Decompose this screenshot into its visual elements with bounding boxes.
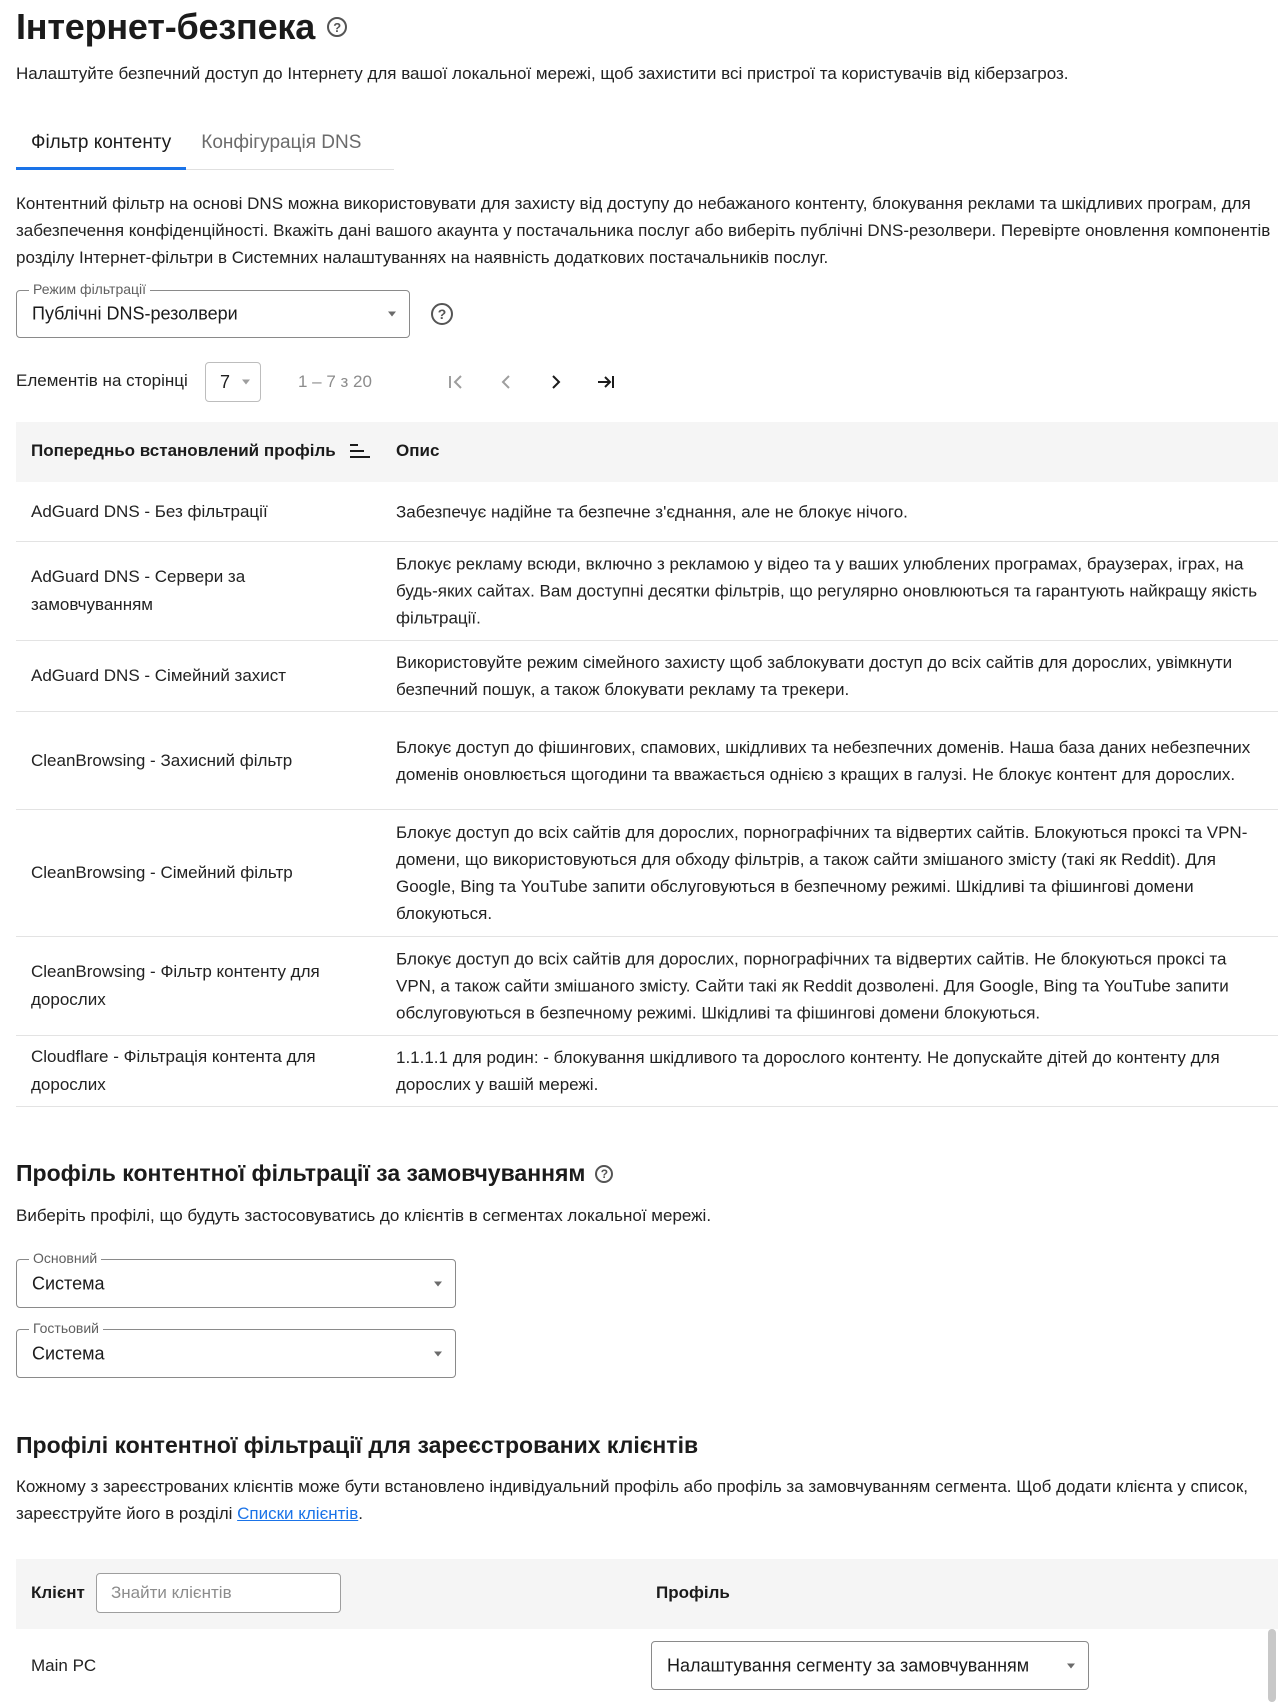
table-header [16,422,1278,482]
table-header [16,1559,1278,1629]
client-profiles-table [16,1559,1278,1702]
content-filter-intro: Контентний фільтр на основі DNS можна використовувати для захисту від доступу до небажаного контенту, блокування реклами та шкідливих програм, для забезпечення конфіденційності. Вкажіть дані вашого акаунта у постачальника послуг або виберіть публічні DNS-резолвери. Перевірте оновлення компонентів розділу Інтернет-фільтри в Системних налаштуваннях на наявність додаткових постачальників послуг. [16,194,1271,267]
filter-mode-label: Режим фільтрації [29,281,150,297]
column-header-client: Клієнт [31,1583,85,1602]
profile-name: AdGuard DNS - Сімейний захист [31,666,287,685]
default-profile-heading: Профіль контентної фільтрації за замовчуванням ? [16,1160,613,1187]
client-profile-select[interactable] [651,1641,1089,1690]
profile-name: CleanBrowsing - Фільтр контенту для дорослих [31,962,320,1009]
profile-name: CleanBrowsing - Сімейний фільтр [31,863,293,882]
page-subtitle: Налаштуйте безпечний доступ до Інтернету для вашої локальної мережі, щоб захистити всі пристрої та користувачів від кіберзагроз. [16,64,1069,83]
main-segment-value: Система [32,1273,105,1293]
sort-icon[interactable] [350,443,370,459]
chevron-down-icon [242,380,250,385]
guest-segment-label: Гостьовий [29,1320,103,1336]
column-header-description: Опис [396,441,440,460]
profile-description: Забезпечує надійне та безпечне з'єднання, але не блокує нічого. [396,502,908,521]
default-profile-description: Виберіть профілі, що будуть застосовуватись до клієнтів в сегментах локальної мережі. [16,1206,712,1225]
chevron-down-icon [434,1281,442,1286]
client-profiles-description: Кожному з зареєстрованих клієнтів може бути встановлено індивідуальний профіль або профіль за замовчуванням сегмента. Щоб додати клієнта у список, зареєструйте його в розділі Списки клієнтів. [16,1477,1249,1523]
profile-name: Cloudflare - Фільтрація контента для дорослих [31,1047,316,1094]
chevron-down-icon [1067,1663,1075,1668]
tab-bar [16,126,394,170]
paginator [16,362,716,402]
client-search-input[interactable] [96,1573,341,1613]
filter-mode-select[interactable] [16,281,410,338]
table-row[interactable] [16,542,1278,641]
help-icon[interactable]: ? [327,17,347,37]
table-row[interactable] [16,482,1278,542]
filter-mode-help-icon[interactable]: ? [431,303,453,325]
table-row[interactable] [16,641,1278,712]
page-range: 1 – 7 з 20 [298,372,372,391]
chevron-down-icon [434,1351,442,1356]
profile-description: 1.1.1.1 для родин: - блокування шкідливого та дорослого контенту. Не допускайте дітей до контенту для дорослих у вашій мережі. [396,1048,1220,1094]
last-page-icon[interactable] [594,370,618,394]
page-title: Інтернет-безпека ? [16,6,347,48]
client-profiles-heading: Профілі контентної фільтрації для зареєстрованих клієнтів [16,1432,699,1458]
client-lists-link[interactable]: Списки клієнтів [237,1504,359,1523]
table-scrollbar[interactable] [1268,1629,1276,1702]
profile-description: Блокує рекламу всюди, включно з рекламою у відео та у ваших улюблених програмах, браузерах, іграх, на будь-яких сайтах. Вам доступні десятки фільтрів, що регулярно оновлюються та гарантують найкращу якість фільтрації. [396,554,1258,628]
profile-description: Блокує доступ до всіх сайтів для дорослих, порнографічних та відвертих сайтів. Не блокуються проксі та VPN, а також сайти змішаного змісту. Сайти такі як Reddit дозволені. Для Google, Bing та YouTube запити обслуговуються в безпечному режимі. Шкідливі та фішингові домени блокуються. [396,949,1229,1023]
table-row[interactable] [16,937,1278,1036]
chevron-down-icon [388,312,396,317]
profile-name: AdGuard DNS - Без фільтрації [31,501,268,521]
previous-page-icon[interactable] [494,370,518,394]
table-row[interactable] [16,810,1278,937]
main-segment-label: Основний [29,1250,101,1266]
filter-mode-value: Публічні DNS-резолвери [32,303,238,324]
client-profile-value: Налаштування сегменту за замовчуванням [667,1655,1030,1675]
table-row[interactable] [16,712,1278,810]
first-page-icon[interactable] [444,370,468,394]
profile-description: Блокує доступ до фішингових, спамових, шкідливих та небезпечних доменів. Наша база даних небезпечних доменів оновлюється щогодини та вважається однією з кращих в галузі. Не блокує контент для дорослих. [396,737,1251,784]
tab-dns-configuration[interactable]: Конфігурація DNS [201,132,362,153]
items-per-page-select[interactable] [205,362,261,402]
guest-segment-value: Система [32,1343,105,1363]
default-profile-help-icon[interactable]: ? [595,1165,613,1183]
tab-content-filter[interactable]: Фільтр контенту [16,126,186,170]
profile-description: Блокує доступ до всіх сайтів для дорослих, порнографічних та відвертих сайтів. Блокуються проксі та VPN-домени, що використовуються для обходу фільтрів, а також сайти змішаного змісту (такі як Reddit). Для Google, Bing та YouTube запити обслуговуються в безпечному режимі. Шкідливі та фішингові домени блокуються. [396,823,1248,923]
client-name: Main PC [31,1655,97,1675]
main-segment-profile-select[interactable] [16,1250,456,1308]
column-header-profile[interactable]: Попередньо встановлений профіль [31,441,370,461]
table-row[interactable] [16,1036,1278,1107]
guest-segment-profile-select[interactable] [16,1320,456,1378]
items-per-page-label: Елементів на сторінці [16,371,188,390]
table-row [16,1629,1278,1702]
profile-description: Використовуйте режим сімейного захисту щоб заблокувати доступ до всіх сайтів для дорослих, увімкнути безпечний пошук, а також блокувати рекламу та трекери. [396,653,1233,699]
preset-profiles-table [16,422,1278,1107]
column-header-profile: Профіль [656,1583,730,1602]
next-page-icon[interactable] [544,370,568,394]
profile-name: AdGuard DNS - Сервери за замовчуванням [31,567,246,614]
profile-name: CleanBrowsing - Захисний фільтр [31,750,293,770]
items-per-page-value: 7 [220,372,231,392]
